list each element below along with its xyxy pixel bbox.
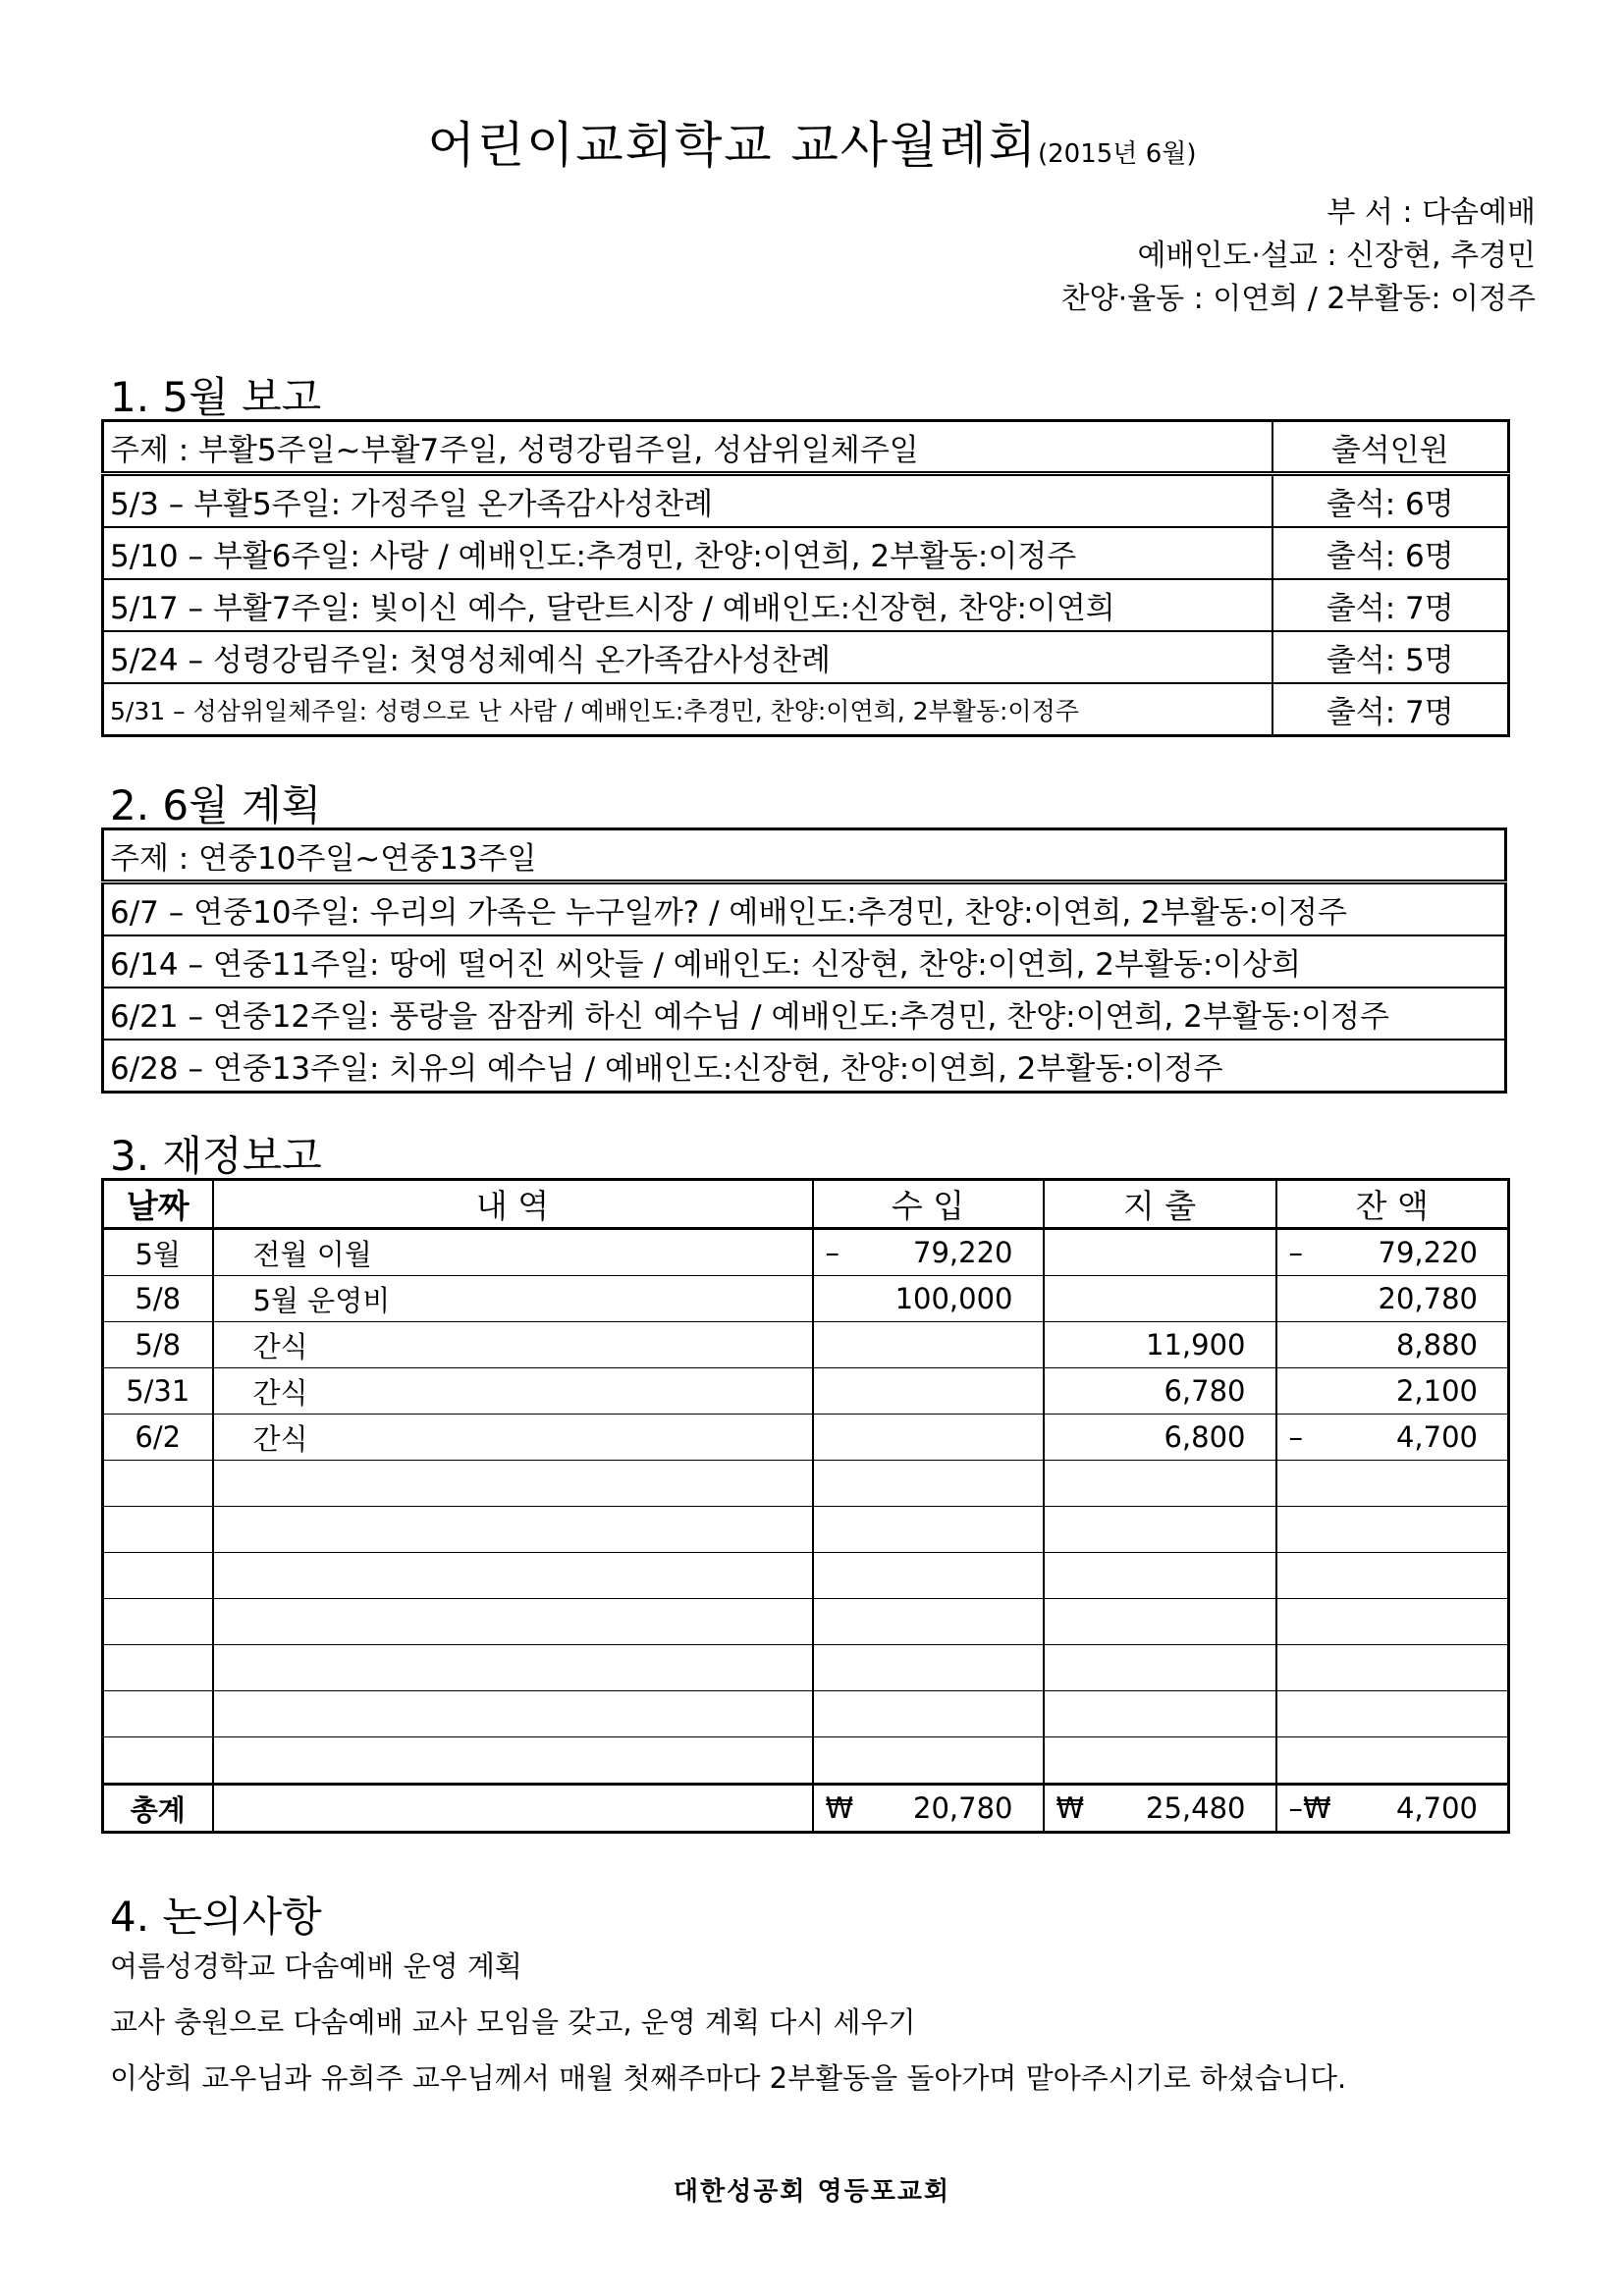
row-expense [1044,1415,1276,1461]
row-expense [1044,1507,1276,1553]
table-row [103,1040,1506,1093]
table-row [103,1322,1509,1368]
total-balance [1276,1785,1509,1833]
sign-prefix: – [1288,1420,1303,1454]
row-income [813,1691,1044,1737]
table-row [103,1599,1509,1645]
row-expense [1044,1368,1276,1415]
row-balance [1276,1553,1509,1599]
report-text: 5/17 – 부활7주일: 빛이신 예수, 달란트시장 / 예배인도:신장현, 찬양:이연희 [103,579,1272,631]
section3-heading: 3. 재정보고 [110,1132,322,1180]
row-income [813,1322,1044,1368]
amount: 20,780 [1378,1282,1478,1315]
amount: 4,700 [1395,1791,1478,1825]
row-desc [213,1691,813,1737]
amount: 100,000 [894,1282,1013,1315]
row-date: 5/8 [103,1322,213,1368]
table-row [103,527,1509,579]
row-balance [1276,1737,1509,1785]
row-income [813,1368,1044,1415]
row-desc: 간식 [213,1415,813,1461]
row-date: 5월 [103,1229,213,1276]
meta-department: 부 서 : 다솜예배 [1326,195,1536,230]
row-balance [1276,1322,1509,1368]
title-date: (2015년 6월) [1038,139,1197,169]
attendance-count: 출석: 7명 [1272,579,1509,631]
finance-table [101,1178,1510,1834]
row-income [813,1276,1044,1322]
amount: 11,900 [1146,1328,1246,1362]
row-expense [1044,1322,1276,1368]
row-desc [213,1461,813,1507]
row-date [103,1737,213,1785]
table-row [103,579,1509,631]
attendance-count: 출석: 5명 [1272,631,1509,683]
title-main: 어린이교회학교 교사월례회 [427,117,1038,174]
row-date: 5/8 [103,1276,213,1322]
sign-prefix: – [1288,1236,1303,1269]
theme-cell: 주제 : 연중10주일~연중13주일 [103,829,1506,882]
meta-info [1061,191,1536,321]
total-label: 총계 [103,1785,213,1833]
report-text: 5/24 – 성령강림주일: 첫영성체예식 온가족감사성찬례 [103,631,1272,683]
may-report-table [101,419,1510,737]
table-row [103,935,1506,988]
currency-prefix: ₩ [825,1791,854,1825]
row-desc: 간식 [213,1322,813,1368]
plan-text: 6/28 – 연중13주일: 치유의 예수님 / 예배인도:신장현, 찬양:이연희, 2부활동:이정주 [103,1040,1506,1093]
table-row [103,1276,1509,1322]
plan-text: 6/14 – 연중11주일: 땅에 떨어진 씨앗들 / 예배인도: 신장현, 찬양:이연희, 2부활동:이상희 [103,935,1506,988]
currency-prefix: –₩ [1288,1791,1331,1825]
row-expense [1044,1645,1276,1691]
amount: 2,100 [1395,1374,1478,1408]
attendance-count: 출석: 6명 [1272,474,1509,528]
amount: 4,700 [1395,1420,1478,1454]
report-text: 5/10 – 부활6주일: 사랑 / 예배인도:추경민, 찬양:이연희, 2부활동:이정주 [103,527,1272,579]
section2-heading: 2. 6월 계획 [110,781,322,829]
amount: 79,220 [913,1236,1013,1269]
row-date [103,1645,213,1691]
header-date: 날짜 [103,1180,213,1229]
row-income [813,1599,1044,1645]
row-expense [1044,1599,1276,1645]
row-date [103,1691,213,1737]
attendance-count: 출석: 6명 [1272,527,1509,579]
row-expense [1044,1229,1276,1276]
count-header: 출석인원 [1272,421,1509,474]
row-expense [1044,1553,1276,1599]
row-income [813,1229,1044,1276]
discussion-item: 여름성경학교 다솜예배 운영 계획 [110,1949,522,1983]
plan-text: 6/21 – 연중12주일: 풍랑을 잠잠케 하신 예수님 / 예배인도:추경민, 찬양:이연희, 2부활동:이정주 [103,988,1506,1040]
row-income [813,1415,1044,1461]
table-row [103,1645,1509,1691]
table-row [103,683,1509,736]
row-date [103,1461,213,1507]
header-income: 수 입 [813,1180,1044,1229]
row-income [813,1737,1044,1785]
amount: 79,220 [1378,1236,1478,1269]
discussion-list [110,1939,1346,2107]
header-balance: 잔 액 [1276,1180,1509,1229]
currency-prefix: ₩ [1056,1791,1085,1825]
row-balance [1276,1415,1509,1461]
row-expense [1044,1691,1276,1737]
row-income [813,1553,1044,1599]
report-text: 5/31 – 성삼위일체주일: 성령으로 난 사람 / 예배인도:추경민, 찬양:이연희, 2부활동:이정주 [103,683,1272,736]
row-expense [1044,1461,1276,1507]
header-desc: 내 역 [213,1180,813,1229]
row-desc: 간식 [213,1368,813,1415]
amount: 20,780 [913,1791,1013,1825]
table-row [103,1461,1509,1507]
section4-heading: 4. 논의사항 [110,1893,322,1941]
row-desc [213,1553,813,1599]
table-row [103,474,1509,528]
table-row [103,1415,1509,1461]
row-date [103,1507,213,1553]
sign-prefix: – [825,1236,839,1269]
row-balance [1276,1276,1509,1322]
header-expense: 지 출 [1044,1180,1276,1229]
row-date [103,1553,213,1599]
table-row [103,1737,1509,1785]
table-row [103,882,1506,936]
row-desc: 전월 이월 [213,1229,813,1276]
section1-heading: 1. 5월 보고 [110,373,322,421]
row-income [813,1507,1044,1553]
total-income [813,1785,1044,1833]
amount: 6,800 [1164,1420,1246,1454]
table-row [103,1368,1509,1415]
june-plan-table [101,828,1507,1094]
row-balance [1276,1645,1509,1691]
meta-leaders: 예배인도·설교 : 신장현, 추경민 [1137,239,1536,273]
table-header-row [103,829,1506,882]
footer-organization: 대한성공회 영등포교회 [673,2177,951,2207]
row-expense [1044,1737,1276,1785]
row-date [103,1599,213,1645]
table-row [103,1507,1509,1553]
table-row [103,1691,1509,1737]
theme-cell: 주제 : 부활5주일~부활7주일, 성령강림주일, 성삼위일체주일 [103,421,1272,474]
table-row [103,1229,1509,1276]
row-expense [1044,1276,1276,1322]
row-desc [213,1645,813,1691]
row-balance [1276,1507,1509,1553]
total-desc [213,1785,813,1833]
total-row [103,1785,1509,1833]
row-income [813,1461,1044,1507]
attendance-count: 출석: 7명 [1272,683,1509,736]
row-balance [1276,1368,1509,1415]
discussion-item: 교사 충원으로 다솜예배 교사 모임을 갖고, 운영 계획 다시 세우기 [110,2005,916,2039]
row-desc [213,1599,813,1645]
total-expense [1044,1785,1276,1833]
plan-text: 6/7 – 연중10주일: 우리의 가족은 누구일까? / 예배인도:추경민, 찬양:이연희, 2부활동:이정주 [103,882,1506,936]
report-text: 5/3 – 부활5주일: 가정주일 온가족감사성찬례 [103,474,1272,528]
amount: 8,880 [1395,1328,1478,1362]
row-income [813,1645,1044,1691]
finance-rows [103,1229,1509,1785]
row-date: 6/2 [103,1415,213,1461]
document-title [0,106,1624,177]
row-desc [213,1737,813,1785]
row-desc: 5월 운영비 [213,1276,813,1322]
row-desc [213,1507,813,1553]
table-header-row [103,421,1509,474]
table-row [103,988,1506,1040]
table-row [103,1553,1509,1599]
row-date: 5/31 [103,1368,213,1415]
row-balance [1276,1599,1509,1645]
meta-music: 찬양·율동 : 이연희 / 2부활동: 이정주 [1060,282,1536,316]
row-balance [1276,1461,1509,1507]
table-row [103,631,1509,683]
row-balance [1276,1229,1509,1276]
amount: 25,480 [1146,1791,1246,1825]
discussion-item: 이상희 교우님과 유희주 교우님께서 매월 첫째주마다 2부활동을 돌아가며 맡아주시기로 하셨습니다. [110,2061,1347,2095]
amount: 6,780 [1164,1374,1246,1408]
table-header-row [103,1180,1509,1229]
row-balance [1276,1691,1509,1737]
